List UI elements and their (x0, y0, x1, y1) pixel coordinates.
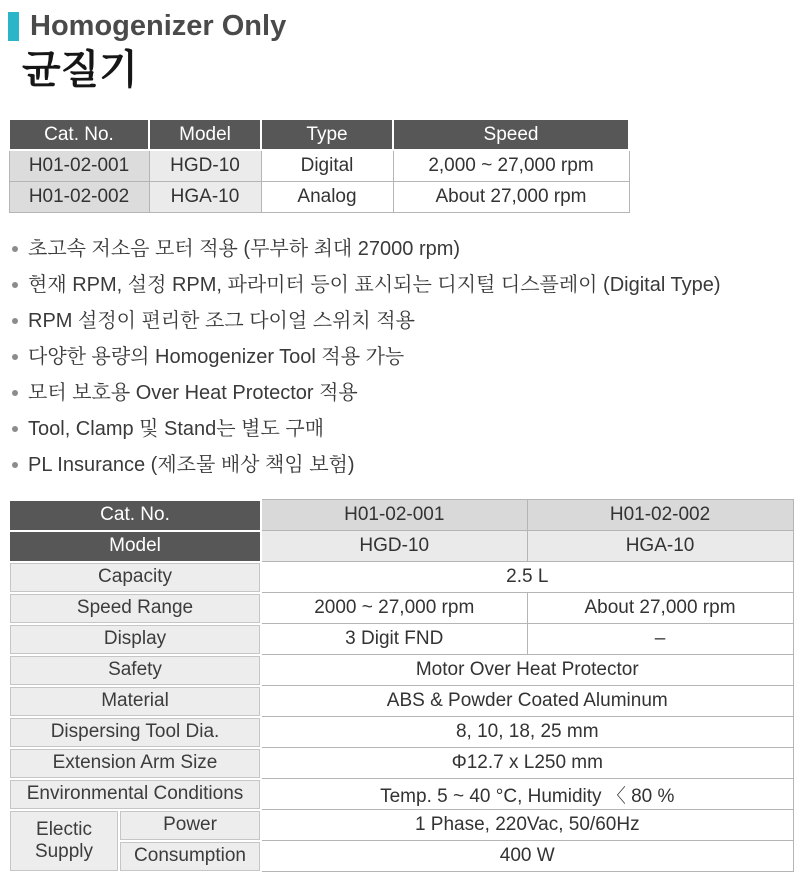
feature-list (8, 231, 792, 483)
spec-row-display (9, 624, 793, 655)
cell-speed: About 27,000 rpm (393, 181, 629, 212)
cell-cat-no: H01-02-002 (9, 181, 149, 212)
page-header (8, 10, 792, 42)
bullet-icon (12, 390, 18, 396)
spec-value: 2.5 L (261, 562, 793, 593)
feature-text: 현재 RPM, 설정 RPM, 파라미터 등이 표시되는 디지털 디스플레이 (Digital Type) (28, 273, 721, 296)
spec-value: HGA-10 (527, 531, 793, 562)
spec-label: Capacity (9, 562, 261, 593)
cell-model: HGD-10 (149, 150, 261, 181)
spec-row-consumption (9, 841, 793, 872)
feature-text: 모터 보호용 Over Heat Protector 적용 (28, 381, 358, 404)
feature-text: 초고속 저소음 모터 적용 (무부하 최대 27000 rpm) (28, 237, 461, 260)
spec-label: Material (9, 686, 261, 717)
page-title-korean: 균질기 (22, 48, 138, 92)
spec-label: Consumption (119, 841, 261, 872)
bullet-icon (12, 426, 18, 432)
spec-label: Extension Arm Size (9, 748, 261, 779)
spec-value: 8, 10, 18, 25 mm (261, 717, 793, 748)
title-accent-bar-icon (8, 12, 19, 41)
spec-row-safety (9, 655, 793, 686)
bullet-icon (12, 354, 18, 360)
spec-value: Motor Over Heat Protector (261, 655, 793, 686)
feature-item (10, 447, 792, 483)
feature-text: Tool, Clamp 및 Stand는 별도 구매 (28, 417, 325, 440)
feature-item (10, 267, 792, 303)
column-header-type: Type (261, 119, 393, 150)
spec-row-material (9, 686, 793, 717)
spec-group-label: Electic Supply (9, 810, 119, 872)
column-header-model: Model (149, 119, 261, 150)
spec-row-cat-no (9, 500, 793, 531)
spec-value: 400 W (261, 841, 793, 872)
feature-item (10, 375, 792, 411)
spec-label: Model (9, 531, 261, 562)
feature-item (10, 303, 792, 339)
feature-text: RPM 설정이 편리한 조그 다이얼 스위치 적용 (28, 309, 415, 332)
spec-label: Dispersing Tool Dia. (9, 717, 261, 748)
bullet-icon (12, 462, 18, 468)
spec-label: Cat. No. (9, 500, 261, 531)
spec-value: ABS & Powder Coated Aluminum (261, 686, 793, 717)
spec-value: Temp. 5 ~ 40 °C, Humidity 〈 80 % (261, 779, 793, 810)
spec-label: Speed Range (9, 593, 261, 624)
specification-table (8, 499, 794, 873)
spec-row-capacity (9, 562, 793, 593)
feature-item (10, 411, 792, 447)
feature-text: PL Insurance (제조물 배상 책임 보험) (28, 453, 355, 476)
column-header-cat-no: Cat. No. (9, 119, 149, 150)
feature-text: 다양한 용량의 Homogenizer Tool 적용 가능 (28, 345, 405, 368)
spec-value: H01-02-001 (261, 500, 527, 531)
spec-row-model (9, 531, 793, 562)
spec-value: Φ12.7 x L250 mm (261, 748, 793, 779)
spec-label: Environmental Conditions (9, 779, 261, 810)
cell-cat-no: H01-02-001 (9, 150, 149, 181)
model-table-header-row (9, 119, 629, 150)
bullet-icon (12, 318, 18, 324)
spec-label: Display (9, 624, 261, 655)
model-overview-table (8, 118, 630, 213)
cell-model: HGA-10 (149, 181, 261, 212)
cell-type: Analog (261, 181, 393, 212)
spec-row-extension-arm (9, 748, 793, 779)
column-header-speed: Speed (393, 119, 629, 150)
spec-row-power (9, 810, 793, 841)
feature-item (10, 339, 792, 375)
spec-value: 1 Phase, 220Vac, 50/60Hz (261, 810, 793, 841)
spec-label: Power (119, 810, 261, 841)
spec-value: H01-02-002 (527, 500, 793, 531)
bullet-icon (12, 282, 18, 288)
spec-value: 2000 ~ 27,000 rpm (261, 593, 527, 624)
cell-type: Digital (261, 150, 393, 181)
spec-value: About 27,000 rpm (527, 593, 793, 624)
spec-value: HGD-10 (261, 531, 527, 562)
table-row (9, 150, 629, 181)
page-title-english: Homogenizer Only (30, 9, 287, 42)
cell-speed: 2,000 ~ 27,000 rpm (393, 150, 629, 181)
spec-value: – (527, 624, 793, 655)
table-row (9, 181, 629, 212)
spec-value: 3 Digit FND (261, 624, 527, 655)
spec-row-dispersing-tool (9, 717, 793, 748)
spec-label: Safety (9, 655, 261, 686)
feature-item (10, 231, 792, 267)
bullet-icon (12, 246, 18, 252)
spec-row-environmental (9, 779, 793, 810)
spec-row-speed-range (9, 593, 793, 624)
